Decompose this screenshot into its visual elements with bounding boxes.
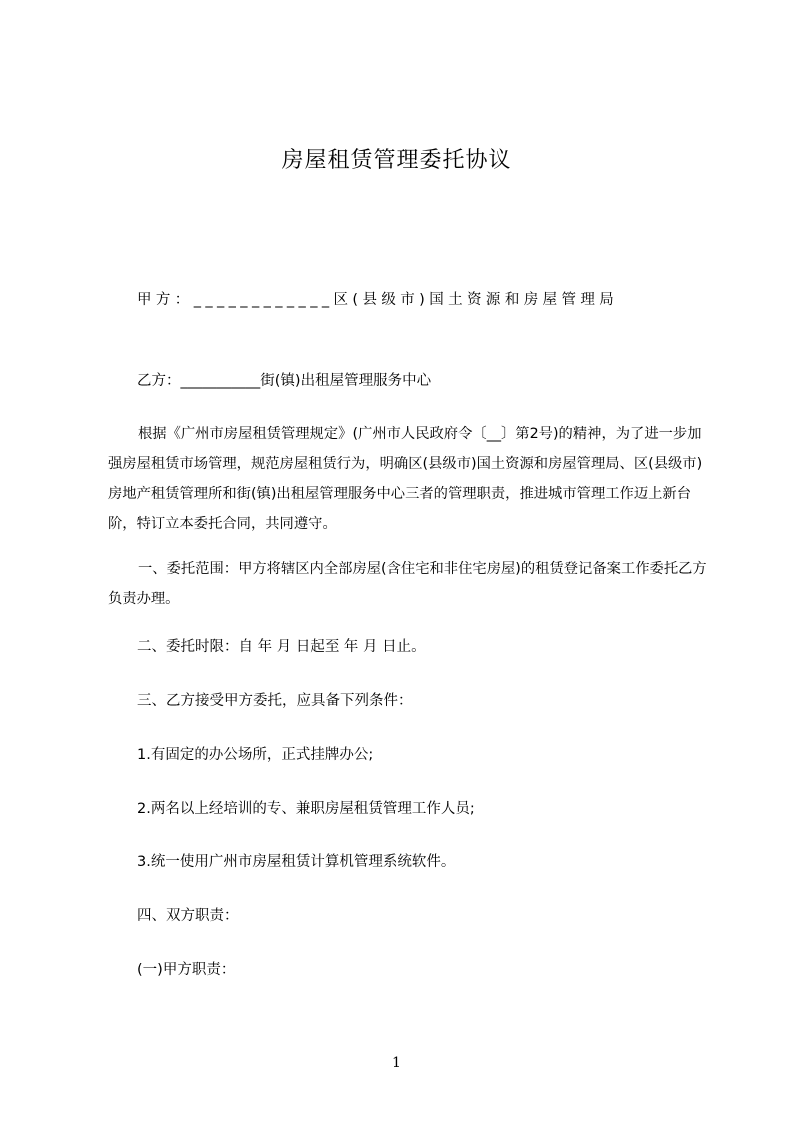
party-b-line: 乙方：___________街(镇)出租屋管理服务中心 (137, 373, 432, 389)
party-a-line: 甲方：____________区(县级市)国土资源和房屋管理局 (137, 292, 619, 308)
condition-item-2: 2.两名以上经培训的专、兼职房屋租赁管理工作人员; (137, 801, 475, 817)
clause-3-conditions: 三、乙方接受甲方委托，应具备下列条件： (137, 693, 413, 709)
page-number: 1 (392, 1055, 401, 1071)
clause-1-scope: 一、委托范围：甲方将辖区内全部房屋(含住宅和非住宅房屋)的租赁登记备案工作委托乙方负责办理。 (108, 561, 707, 607)
condition-item-3: 3.统一使用广州市房屋租赁计算机管理系统软件。 (137, 854, 456, 870)
clause-4-duties: 四、双方职责： (137, 908, 239, 924)
sub-clause-party-a-duties: (一)甲方职责： (137, 962, 236, 978)
intro-paragraph: 根据《广州市房屋租赁管理规定》(广州市人民政府令〔__〕第2号)的精神，为了进一步加强房屋租赁市场管理，规范房屋租赁行为，明确区(县级市)国土资源和房屋管理局、区(县级市)房地产租赁管理所和街(镇)出租屋管理服务中心三者的管理职责，推进城市管理工作迈上新台阶，特订立本委托合同，共同遵守。 (108, 426, 703, 532)
document-title: 房屋租赁管理委托协议 (281, 148, 512, 173)
clause-2-term: 二、委托时限：自 年 月 日起至 年 月 日止。 (137, 639, 426, 655)
condition-item-1: 1.有固定的办公场所，正式挂牌办公; (137, 747, 374, 763)
